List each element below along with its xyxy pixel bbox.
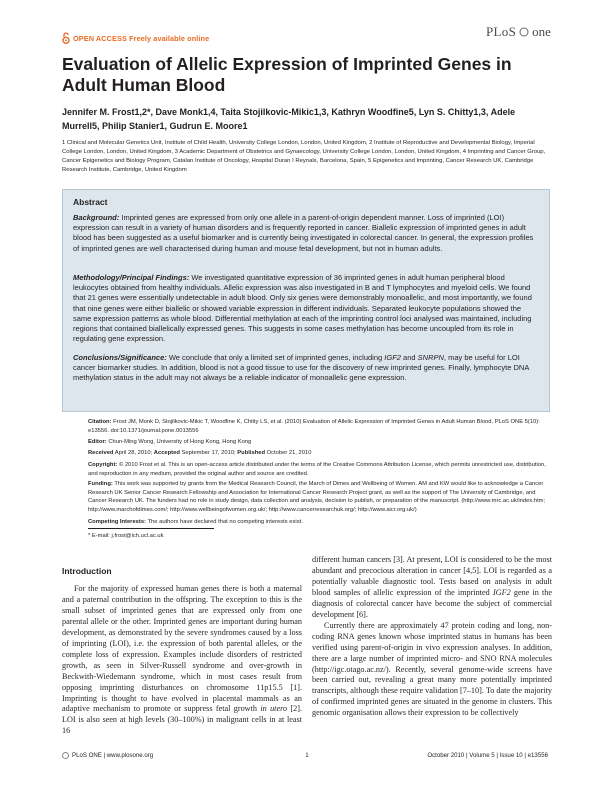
conclusions-and: and (403, 353, 416, 362)
paper-title: Evaluation of Allelic Expression of Imprinted Genes in Adult Human Blood (62, 54, 512, 95)
abstract-heading: Abstract (73, 197, 108, 207)
gene-snrpn: SNRPN (417, 353, 444, 362)
gene-igf2-body: IGF2 (492, 587, 511, 597)
editor-text: Chun-Ming Wong, University of Hong Kong, Hong Kong (108, 439, 252, 445)
intro-right-paragraph-2: Currently there are approximately 47 protein coding and long, non-coding RNA genes known whose imprinted status in humans has been verified using parent-of-origin in vivo expression analyses. In addition, there are a large number of imprinted micro- and SNO RNA molecules (http://igc.otago.ac.nz/). Recently, several genome-wide screens have been carried out, revealing a great many more potentially imprinted transcripts, although these require validation [7–10]. To date the majority of confirmed imprinted genes are situated in the genome in clusters. This genomic organisation allows their expression to be collectively (312, 620, 552, 718)
accepted-date: September 17, 2010; (181, 450, 236, 456)
page-footer (62, 752, 548, 759)
abstract-conclusions (73, 353, 539, 384)
accepted-label: Accepted (153, 450, 180, 456)
affiliations: 1 Clinical and Molecular Genetics Unit, Institute of Child Health, University College London, London, United Kingdom, 2 Institute of Reproductive and Developmental Biology, Imperial College London, London, United Kingdom, 3 Academic Department of Obstetrics and Gynaecology, University College London, London, United Kingdom, 4 Imprinting and Cancer Group, Cancer Epigenetics and Biology Program, Catalan Institute of Oncology, Hospital Duran I Reynals, Barcelona, Spain, 5 Epigenetics and Imprinting, Cancer Research UK, Cambridge Research Institute, Cambridge, United Kingdom (62, 140, 546, 173)
editor-label: Editor: (88, 439, 107, 445)
intro-text-a: For the majority of expressed human genes there is both a maternal and a paternal contribution in the offspring. The exception to this is the small subset of imprinted genes that are expressed only from one parental allele or the other. Imprinted genes are important during human development, as demonstrated by the severe syndromes caused by a loss of imprinting (LOI), i.e. the expression of both parental alleles, or the complete loss of expression. Examples include disorders of restricted growth, as seen in Silver-Russell syndrome and over-growth in Beckwith-Wiedemann syndrome, which in most cases result from opposing imprinting disturbances on chromosome 11p15.5 [1]. Imprinting is thought to have evolved in placental mammals as an adaptive mechanism to promote or suppress fetal growth (62, 584, 302, 714)
background-label: Background: (73, 213, 120, 222)
conclusions-text-a: We conclude that only a limited set of imprinted genes, including (168, 353, 383, 362)
funding-label: Funding: (88, 481, 113, 487)
intro-left-column (62, 584, 302, 737)
open-lock-icon (62, 32, 70, 44)
in-utero-term: in utero (260, 704, 288, 714)
copyright-text: © 2010 Frost et al. This is an open-access article distributed under the terms of the Creative Commons Attribution License, which permits unrestricted use, distribution, and reproduction in any medium, provided the original author and source are credited. (88, 462, 546, 477)
competing-interests (88, 518, 550, 527)
abstract-methods (73, 273, 539, 344)
gene-igf2: IGF2 (384, 353, 401, 362)
footer-page-number: 1 (305, 752, 309, 759)
footer-issue: October 2010 | Volume 5 | Issue 10 | e13556 (427, 752, 548, 759)
methods-text: We investigated quantitative expression of 36 imprinted genes in adult human peripheral blood leukocytes obtained from healthy individuals. Allelic expression was also investigated in B and T lymphocytes and myeloid cells. We found that 21 genes were essentially undetectable in adult blood. Only six genes were demonstrably monoallelic, and most importantly, we found that nine genes were either biallelic or showed variable expression in different individuals. Separated leukocyte populations showed the same expression patterns as whole blood. Differential methylation at each of the imprinting control loci analysed was maintained, including regions that contained biallelically expressed genes. This suggests in some cases methylation has become uncoupled from its role in regulating gene expression. (73, 273, 532, 344)
competing-text: The authors have declared that no competing interests exist. (147, 519, 303, 525)
funding-text: This work was supported by grants from the Medical Research Council, the March of Dimes and Wellbeing of Women. AM and KW would like to acknowledge a Cancer Research UK Senior Cancer Research Fellowship and Association for International Cancer Research Project grant, as well as the support of The University of Cambridge, and Cancer Research UK. The funders had no role in study design, data collection and analysis, decision to publish, or preparation of the manuscript. (http://www.mrc.ac.uk/index.htm; http://www.marchofdimes.com/; http://www.wellbeingofwomen.org.uk/; http://www.cancerresearchuk.org/; http://www.aicr.org.uk/) (88, 481, 546, 513)
logo-one-text: one (532, 24, 551, 39)
conclusions-label: Conclusions/Significance: (73, 353, 167, 362)
introduction-heading: Introduction (62, 566, 112, 576)
intro-right-column (312, 555, 552, 719)
competing-label: Competing Interests: (88, 519, 146, 525)
journal-logo (486, 24, 551, 40)
abstract-background (73, 213, 539, 254)
citation-text: Frost JM, Monk D, Stojilkovic-Mikic T, Woodfine K, Chitty LS, et al. (2010) Evaluation of Allelic Expression of Imprinted Genes in Adult Human Blood. PLoS ONE 5(10): e13556. doi:10.1371/journal.pone.0013556 (88, 419, 540, 434)
intro-right-text-a: different human cancers [3]. At present, LOI is considered to be the most abundant and precocious alteration in cancer [4,5]. LOI is regarded as a potentially valuable diagnostic tool. Tests based on analysis in adult blood samples of allelic expression of the imprinted (312, 555, 552, 597)
methods-label: Methodology/Principal Findings: (73, 273, 190, 282)
conclusions-text-b: , may be useful for LOI cancer biomarker studies. In addition, blood is not a good tissue to use for the discovery of new imprinted genes. Finally, lymphocyte DNA methylation status in the adult may not always be a reliable indicator of monoallelic gene expression. (73, 353, 529, 383)
copyright (88, 461, 550, 478)
email-divider (88, 528, 214, 529)
logo-circle-icon (519, 27, 529, 37)
copyright-label: Copyright: (88, 462, 118, 468)
received-date: April 28, 2010; (114, 450, 153, 456)
published-label: Published (237, 450, 265, 456)
funding (88, 480, 550, 514)
footer-journal (62, 752, 262, 759)
citation (88, 418, 550, 435)
citation-label: Citation: (88, 419, 112, 425)
intro-text-b: [2]. LOI is also seen at high levels (30–100%) in malignant cells in at least 16 (62, 704, 303, 736)
open-access-label: OPEN ACCESS Freely available online (73, 33, 210, 43)
editor (88, 438, 550, 447)
open-access-badge (62, 32, 209, 44)
published-date: October 21, 2010 (266, 450, 312, 456)
contact-email[interactable]: * E-mail: j.frost@ich.ucl.ac.uk (88, 533, 164, 539)
intro-right-paragraph-1 (312, 555, 552, 621)
footer-journal-text: PLoS ONE | www.plosone.org (72, 752, 154, 759)
abstract-box (62, 189, 550, 412)
logo-plos-text: PLoS (486, 24, 517, 39)
plos-mini-icon (62, 752, 69, 759)
intro-right-text-b: gene in the diagnosis of colorectal cancer have become the subject of commercial development [6]. (312, 587, 553, 619)
dates (88, 449, 550, 458)
background-text: Imprinted genes are expressed from only one allele in a parent-of-origin dependent manner. Loss of imprinted (LOI) expression can result in a variety of human disorders and is frequently reported in cancer. Biallelic expression of imprinted genes in adult blood has been suggested as a useful biomarker and is currently being investigated in colorectal cancer. In general, the expression profiles of imprinted genes are well characterised during human and mouse fetal development, but not in human adults. (73, 213, 534, 253)
received-label: Received (88, 450, 114, 456)
author-list: Jennifer M. Frost1,2*, Dave Monk1,4, Taita Stojilkovic-Mikic1,3, Kathryn Woodfine5, Lyn S. Chitty1,3, Adele Murrell5, Philip Stanier1, Gudrun E. Moore1 (62, 107, 516, 131)
